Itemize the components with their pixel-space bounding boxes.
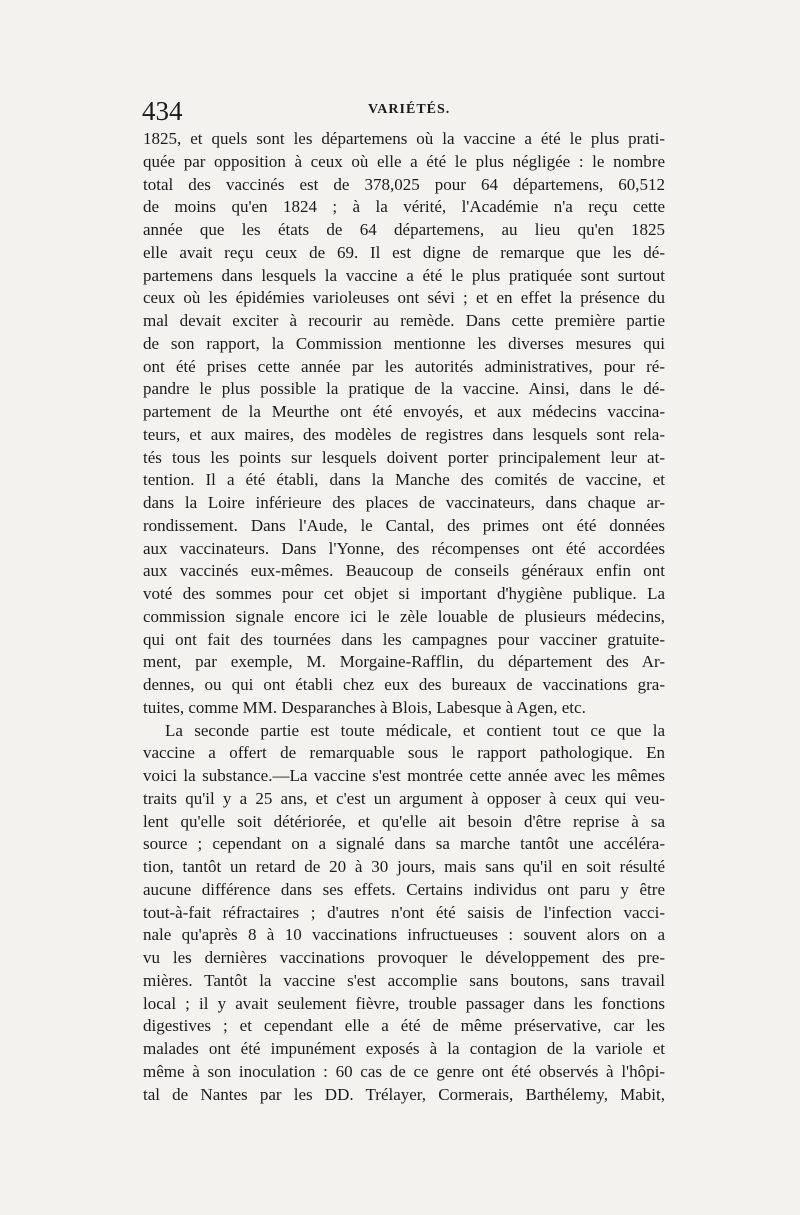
text-line: voici la substance.—La vaccine s'est montrée cette année avec les mêmes bbox=[143, 766, 665, 785]
text-line: 1825, et quels sont les départemens où la vaccine a été le plus prati- bbox=[143, 129, 665, 148]
text-line: ment, par exemple, M. Morgaine-Rafflin, du département des Ar- bbox=[143, 652, 665, 672]
text-line: digestives ; et cependant elle a été de même préservative, car les bbox=[143, 1016, 665, 1036]
text-line: dans la Loire inférieure des places de vaccinateurs, dans chaque ar- bbox=[143, 493, 665, 512]
text-line: teurs, et aux maires, des modèles de registres dans lesquels sont rela- bbox=[143, 424, 665, 444]
text-line: aucune différence dans ses effets. Certains individus ont paru y être bbox=[143, 879, 665, 899]
text-line: aux vaccinés eux-mêmes. Beaucoup de conseils généraux enfin ont bbox=[143, 561, 665, 581]
text-line: année que les états de 64 départemens, au lieu qu'en 1825 bbox=[143, 220, 665, 239]
text-line: total des vaccinés est de 378,025 pour 64 départemens, 60,512 bbox=[143, 174, 665, 194]
text-line: ont été prises cette année par les autorités administratives, pour ré- bbox=[143, 356, 665, 376]
text-line: malades ont été impunément exposés à la contagion de la variole et bbox=[143, 1039, 665, 1058]
text-line: voté des sommes pour cet objet si important d'hygiène publique. La bbox=[143, 584, 665, 603]
text-line: aux vaccinateurs. Dans l'Yonne, des récompenses ont été accordées bbox=[143, 538, 665, 558]
text-line: commission signale encore ici le zèle louable de plusieurs médecins, bbox=[143, 606, 665, 626]
article-body bbox=[143, 128, 665, 1106]
text-line: source ; cependant on a signalé dans sa marche tantôt une accéléra- bbox=[143, 834, 665, 854]
text-line: vaccine a offert de remarquable sous le rapport pathologique. En bbox=[143, 743, 665, 763]
text-line: tés tous les points sur lesquels doivent porter principalement leur at- bbox=[143, 447, 665, 467]
text-line: de moins qu'en 1824 ; à la vérité, l'Académie n'a reçu cette bbox=[143, 197, 665, 217]
running-title: VARIÉTÉS. bbox=[368, 102, 451, 117]
text-line: mières. Tantôt la vaccine s'est accomplie sans boutons, sans travail bbox=[143, 970, 665, 990]
text-line: mal devait exciter à recourir au remède. Dans cette première partie bbox=[143, 311, 665, 330]
text-line: tention. Il a été établi, dans la Manche des comités de vaccine, et bbox=[143, 470, 665, 490]
text-line: rondissement. Dans l'Aude, le Cantal, des primes ont été données bbox=[143, 515, 665, 535]
text-line: dennes, ou qui ont établi chez eux des bureaux de vaccinations gra- bbox=[143, 675, 665, 694]
text-line: pandre le plus possible la pratique de la vaccine. Ainsi, dans le dé- bbox=[143, 379, 665, 399]
text-line: partemens dans lesquels la vaccine a été le plus pratiquée sont surtout bbox=[143, 265, 665, 285]
text-line: partement de la Meurthe ont été envoyés, et aux médecins vaccina- bbox=[143, 402, 665, 421]
text-line: de son rapport, la Commission mentionne les diverses mesures qui bbox=[143, 333, 665, 353]
paragraph-end-line: tuites, comme MM. Desparanches à Blois, Labesque à Agen, etc. bbox=[143, 697, 586, 717]
text-line: tal de Nantes par les DD. Trélayer, Cormerais, Barthélemy, Mabit, bbox=[143, 1084, 665, 1104]
text-line: lent qu'elle soit détériorée, et qu'elle ait besoin d'être reprise à sa bbox=[143, 811, 665, 831]
text-line: tion, tantôt un retard de 20 à 30 jours, mais sans qu'il en soit résulté bbox=[143, 857, 665, 876]
page-header bbox=[140, 96, 670, 126]
text-line: local ; il y avait seulement fièvre, trouble passager dans les fonctions bbox=[143, 993, 665, 1013]
text-line: elle avait reçu ceux de 69. Il est digne de remarque que les dé- bbox=[143, 242, 665, 262]
text-line: vu les dernières vaccinations provoquer le développement des pre- bbox=[143, 948, 665, 967]
text-line: nale qu'après 8 à 10 vaccinations infructueuses : souvent alors on a bbox=[143, 925, 665, 945]
page-number: 434 bbox=[142, 96, 183, 126]
text-line: ceux où les épidémies varioleuses ont sévi ; et en effet la présence du bbox=[143, 288, 665, 308]
text-line: traits qu'il y a 25 ans, et c'est un argument à opposer à ceux qui veu- bbox=[143, 788, 665, 808]
text-line: tout-à-fait réfractaires ; d'autres n'ont été saisis de l'infection vacci- bbox=[143, 902, 665, 922]
text-line: même à son inoculation : 60 cas de ce genre ont été observés à l'hôpi- bbox=[143, 1061, 665, 1081]
text-line: qui ont fait des tournées dans les campagnes pour vacciner gratuite- bbox=[143, 629, 665, 649]
paragraph-start-line: La seconde partie est toute médicale, et contient tout ce que la bbox=[165, 720, 665, 740]
text-line: quée par opposition à ceux où elle a été le plus négligée : le nombre bbox=[143, 151, 665, 171]
